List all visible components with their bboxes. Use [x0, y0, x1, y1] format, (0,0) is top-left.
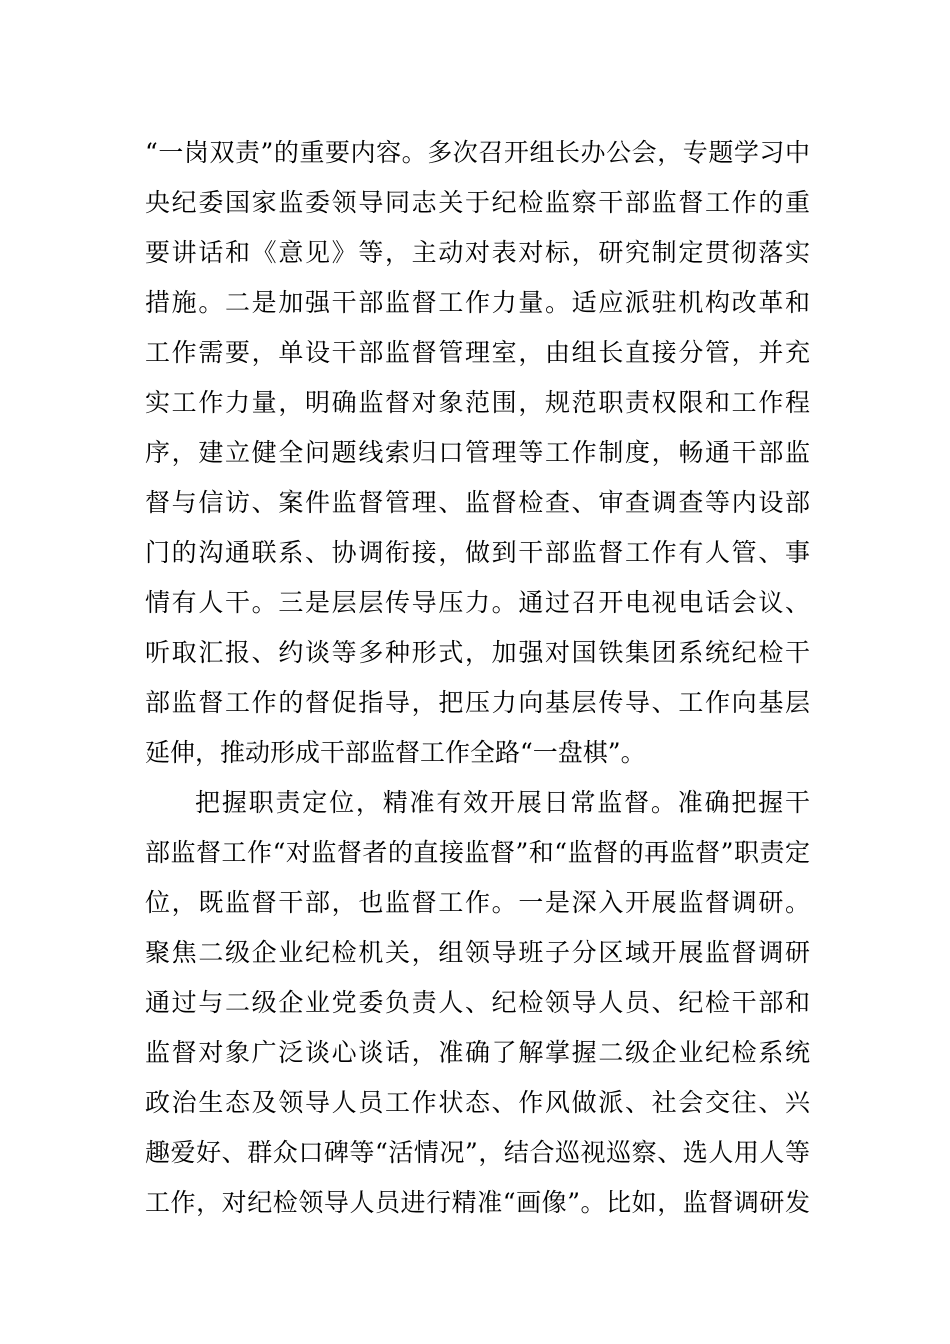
text-line: 聚焦二级企业纪检机关，组领导班子分区域开展监督调研: [145, 938, 810, 967]
text-line: 门的沟通联系、协调衔接，做到干部监督工作有人管、事: [145, 538, 810, 567]
text-line: 工作，对纪检领导人员进行精准“画像”。比如，监督调研发: [145, 1188, 810, 1217]
text-line: 通过与二级企业党委负责人、纪检领导人员、纪检干部和: [145, 988, 810, 1017]
text-line: 部监督工作“对监督者的直接监督”和“监督的再监督”职责定: [145, 838, 810, 867]
text-line: 序，建立健全问题线索归口管理等工作制度，畅通干部监: [145, 438, 810, 467]
text-line: 督与信访、案件监督管理、监督检查、审查调查等内设部: [145, 488, 810, 517]
paragraph-first-line: 把握职责定位，精准有效开展日常监督。准确把握干: [195, 788, 810, 817]
text-line: 工作需要，单设干部监督管理室，由组长直接分管，并充: [145, 338, 810, 367]
text-line: 要讲话和《意见》等，主动对表对标，研究制定贯彻落实: [145, 238, 810, 267]
text-line: 监督对象广泛谈心谈话，准确了解掌握二级企业纪检系统: [145, 1038, 810, 1067]
text-line: 央纪委国家监委领导同志关于纪检监察干部监督工作的重: [145, 188, 810, 217]
text-line: 位，既监督干部，也监督工作。一是深入开展监督调研。: [145, 888, 810, 917]
text-line: 延伸，推动形成干部监督工作全路“一盘棋”。: [145, 738, 646, 767]
text-line: 政治生态及领导人员工作状态、作风做派、社会交往、兴: [145, 1088, 810, 1117]
text-line: 实工作力量，明确监督对象范围，规范职责权限和工作程: [145, 388, 810, 417]
body-text: [145, 128, 810, 1228]
text-line: “一岗双责”的重要内容。多次召开组长办公会，专题学习中: [145, 138, 810, 167]
text-line: 措施。二是加强干部监督工作力量。适应派驻机构改革和: [145, 288, 810, 317]
text-line: 听取汇报、约谈等多种形式，加强对国铁集团系统纪检干: [145, 638, 810, 667]
text-line: 情有人干。三是层层传导压力。通过召开电视电话会议、: [145, 588, 810, 617]
text-line: 部监督工作的督促指导，把压力向基层传导、工作向基层: [145, 688, 810, 717]
text-line: 趣爱好、群众口碑等“活情况”，结合巡视巡察、选人用人等: [145, 1138, 810, 1167]
